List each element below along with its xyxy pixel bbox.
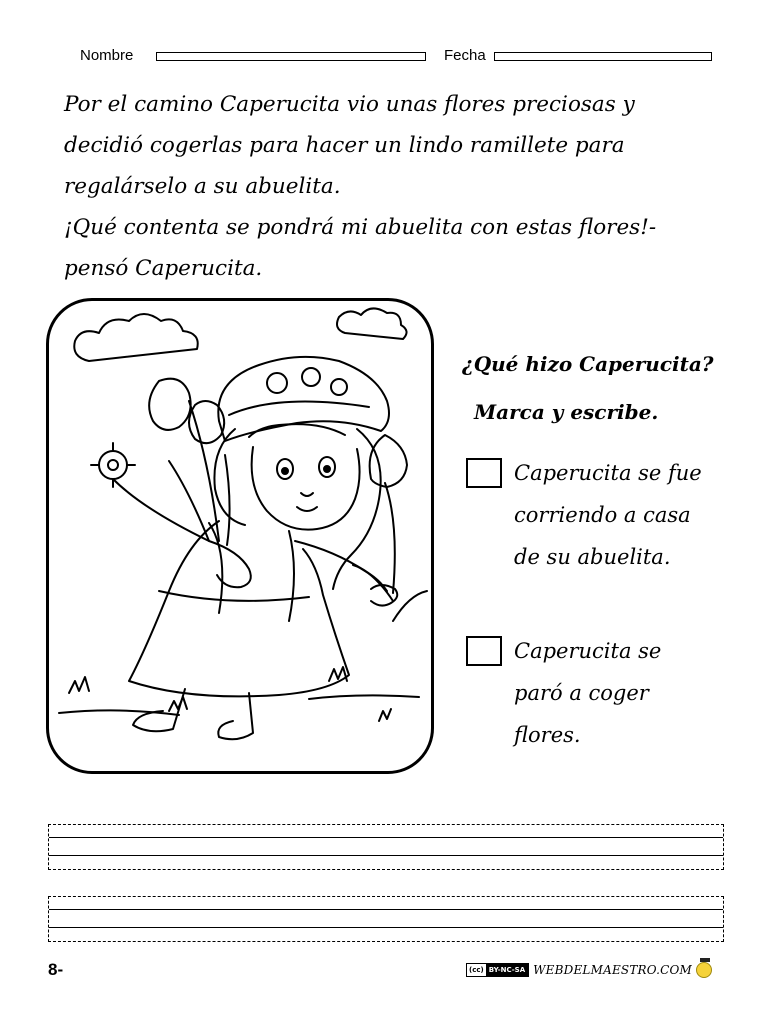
name-label: Nombre bbox=[80, 47, 134, 64]
cc-license-badge bbox=[466, 963, 529, 977]
date-label: Fecha bbox=[444, 47, 486, 64]
date-field[interactable] bbox=[494, 52, 712, 61]
footer-credit bbox=[466, 962, 712, 978]
answer-text-2 bbox=[514, 630, 661, 756]
story-line: Por el camino Caperucita vio unas flores preciosas y bbox=[64, 92, 635, 117]
girl-with-flowers-illustration bbox=[49, 301, 431, 771]
answer-checkbox-2[interactable] bbox=[466, 636, 502, 666]
story-line: decidió cogerlas para hacer un lindo ramillete para bbox=[64, 133, 625, 158]
answer-line: paró a coger bbox=[514, 681, 649, 705]
answer-line: Caperucita se bbox=[514, 639, 662, 663]
writing-line-1[interactable] bbox=[48, 824, 724, 870]
illustration-frame bbox=[46, 298, 434, 774]
story-line: regalárselo a su abuelita. bbox=[64, 174, 341, 199]
graduate-smiley-icon bbox=[696, 962, 712, 978]
story-line: ¡Qué contenta se pondrá mi abuelita con estas flores!- bbox=[64, 215, 657, 240]
guide-line bbox=[49, 909, 723, 910]
answer-line: flores. bbox=[514, 723, 581, 747]
answer-text-1 bbox=[514, 452, 702, 578]
answer-line: de su abuelita. bbox=[514, 545, 671, 569]
worksheet-header bbox=[0, 46, 768, 66]
name-field[interactable] bbox=[156, 52, 426, 61]
question-block bbox=[462, 340, 714, 436]
license-label: BY-NC-SA bbox=[486, 964, 528, 976]
site-name: WEBDELMAESTRO.COM bbox=[533, 963, 693, 977]
guide-line bbox=[49, 855, 723, 856]
cc-mark: (cc) bbox=[469, 966, 484, 974]
page-number: 8- bbox=[48, 960, 64, 979]
answer-line: corriendo a casa bbox=[514, 503, 691, 527]
writing-line-2[interactable] bbox=[48, 896, 724, 942]
answer-checkbox-1[interactable] bbox=[466, 458, 502, 488]
question-instruction: Marca y escribe. bbox=[474, 400, 659, 424]
story-line: pensó Caperucita. bbox=[64, 256, 263, 281]
question-title: ¿Qué hizo Caperucita? bbox=[462, 352, 714, 376]
guide-line bbox=[49, 837, 723, 838]
guide-line bbox=[49, 927, 723, 928]
answer-line: Caperucita se fue bbox=[514, 461, 702, 485]
story-text bbox=[64, 84, 744, 289]
